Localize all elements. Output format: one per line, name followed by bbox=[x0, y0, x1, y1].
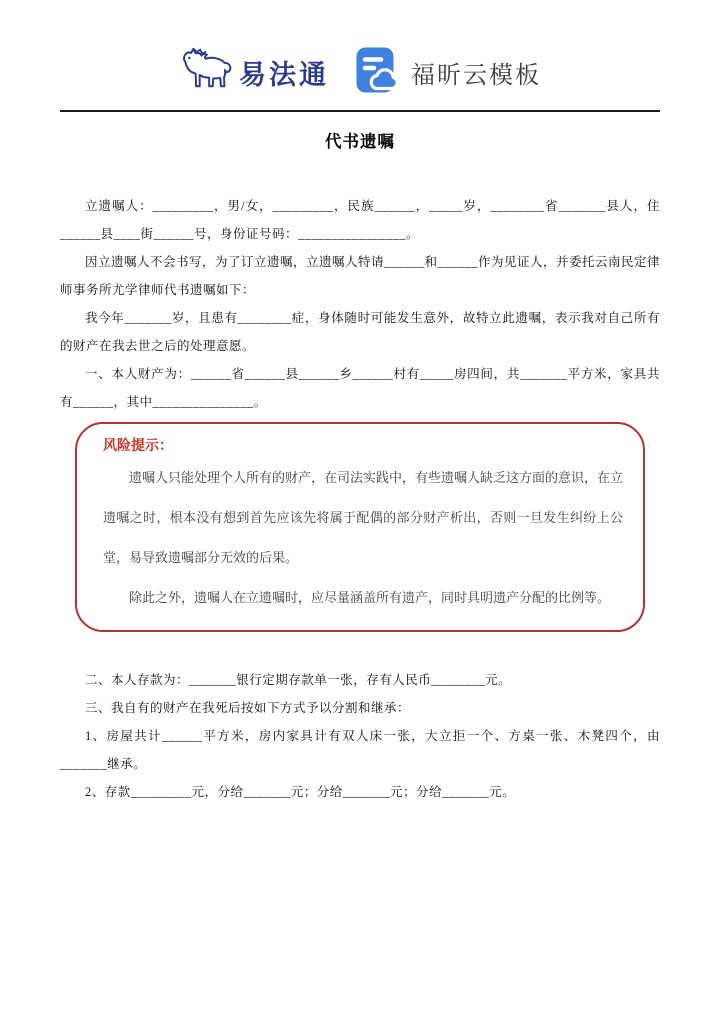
risk-warning-box bbox=[75, 422, 645, 632]
risk-warning-paragraph-1: 遗嘱人只能处理个人所有的财产，在司法实践中，有些遗嘱人缺乏这方面的意识，在立遗嘱之时，根本没有想到首先应该先将属于配偶的部分财产析出，否则一旦发生纠纷上公堂，易导致遗嘱部分无效的后果。 bbox=[103, 470, 624, 565]
yifatong-horse-icon bbox=[179, 44, 233, 101]
header bbox=[60, 0, 660, 101]
header-divider bbox=[60, 110, 660, 112]
yifatong-logo bbox=[179, 44, 329, 101]
testator-info-paragraph: 立遗嘱人：_________，男/女，_________，民族______，_____岁，________省_______县人，住______县____街______号，身份证号码：________________。 bbox=[60, 199, 660, 241]
property-list-paragraph: 一、本人财产为：______省______县______乡______村有_____房四间，共_______平方米，家具共有______，其中_______________。 bbox=[60, 367, 660, 409]
foxit-logo bbox=[355, 46, 541, 99]
foxit-logo-text: 福昕云模板 bbox=[411, 62, 541, 89]
health-declaration-paragraph: 我今年_______岁，且患有________症，身体随时可能发生意外，故特立此遗嘱，表示我对自己所有的财产在我去世之后的处理意愿。 bbox=[60, 311, 660, 353]
yifatong-logo-text: 易法通 bbox=[239, 60, 329, 90]
inheritance-intro-paragraph: 三、我自有的财产在我死后按如下方式予以分割和继承： bbox=[85, 701, 411, 715]
risk-warning-paragraph-2: 除此之外，遗嘱人在立遗嘱时，应尽量涵盖所有遗产，同时具明遗产分配的比例等。 bbox=[129, 590, 611, 605]
bank-deposit-paragraph: 二、本人存款为：_______银行定期存款单一张，存有人民币________元。 bbox=[85, 673, 512, 687]
page-title: 代书遗嘱 bbox=[325, 133, 395, 151]
house-inheritance-paragraph: 1、房屋共计______平方米，房内家具计有双人床一张，大立拒一个、方桌一张、木凳四个，由_______继承。 bbox=[60, 729, 660, 771]
deposit-split-paragraph: 2、存款_________元，分给_______元；分给_______元；分给_______元。 bbox=[85, 785, 516, 799]
foxit-cloud-template-icon bbox=[355, 46, 401, 99]
intro-section bbox=[60, 192, 660, 416]
closing-section bbox=[60, 666, 660, 806]
witness-appointment-paragraph: 因立遗嘱人不会书写，为了订立遗嘱，立遗嘱人特请______和______作为见证人，并委托云南民定律师事务所尤学律师代书遗嘱如下： bbox=[60, 255, 661, 297]
risk-warning-heading: 风险提示： bbox=[103, 437, 173, 453]
